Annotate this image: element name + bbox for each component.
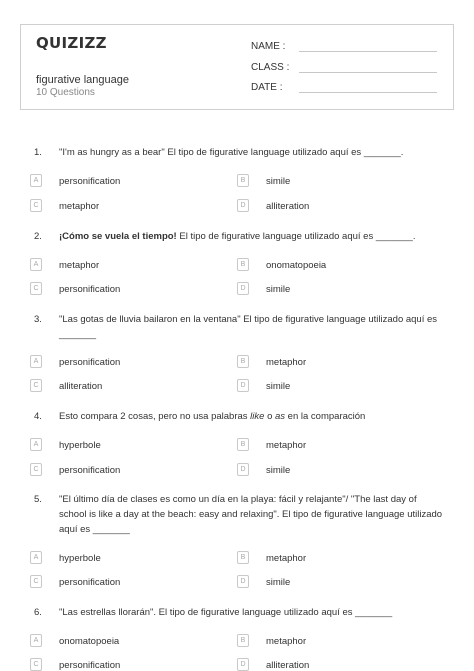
question-bold-lead: ¡Cómo se vuela el tiempo! [59, 231, 177, 242]
name-field [251, 41, 285, 52]
option-letter-box: C [30, 658, 42, 671]
quizizz-logo: QUIZIZZ [36, 34, 107, 52]
question-number: 2. [34, 231, 42, 242]
question-text: "I'm as hungry as a bear" El tipo de figurative language utilizado aquí es _______. [59, 147, 404, 158]
option-label: metaphor [59, 260, 100, 271]
option-letter-box: D [237, 282, 249, 295]
option-label: alliteration [266, 201, 310, 212]
class-field [251, 62, 289, 73]
option-label: simile [266, 465, 291, 476]
option-letter-box: B [237, 551, 249, 564]
worksheet-header [20, 24, 454, 110]
worksheet-title: figurative language [36, 74, 129, 86]
option-label: personification [59, 284, 121, 295]
class-label: CLASS : [251, 62, 290, 73]
question-text: "Las gotas de lluvia bailaron en la ventana" El tipo de figurative language utilizado aquí es _______ [59, 314, 438, 340]
option-letter-box: D [237, 379, 249, 392]
option-letter-box: C [30, 575, 42, 588]
question-text-part: Esto compara 2 cosas, pero no usa palabras [59, 411, 251, 422]
question-number: 5. [34, 494, 42, 505]
option-letter-box: C [30, 199, 42, 212]
option-letter-box: B [237, 438, 249, 451]
name-label: NAME : [251, 41, 286, 52]
option-label: alliteration [266, 660, 310, 671]
question-text [59, 409, 443, 424]
date-field [251, 82, 282, 93]
option-label: simile [266, 284, 291, 295]
question-text-rest: El tipo de figurative language utilizado aquí es _______. [176, 231, 416, 242]
option-letter-box: D [237, 199, 249, 212]
option-label: simile [266, 381, 291, 392]
option-label: simile [266, 577, 291, 588]
option-label: metaphor [266, 636, 307, 647]
option-letter-box: A [30, 355, 42, 368]
option-label: personification [59, 176, 121, 187]
option-letter-box: A [30, 174, 42, 187]
option-letter-box: D [237, 575, 249, 588]
option-letter-box: D [237, 463, 249, 476]
option-label: onomatopoeia [59, 636, 120, 647]
option-label: metaphor [266, 553, 307, 564]
question-text: "Las estrellas llorarán". El tipo de figurative language utilizado aquí es _______ [59, 607, 393, 618]
question-number: 3. [34, 314, 42, 325]
option-letter-box: B [237, 174, 249, 187]
question-number: 6. [34, 607, 42, 618]
option-label: metaphor [266, 440, 307, 451]
question-text: "El último día de clases es como un día en la playa: fácil y relajante"/ "The last day of school is like a day at the beach: easy and relaxing". El tipo de figurative language utilizado aquí es _______ [59, 494, 443, 535]
option-label: personification [59, 660, 121, 671]
option-label: metaphor [59, 201, 100, 212]
option-label: personification [59, 465, 121, 476]
option-label: personification [59, 357, 121, 368]
question-italic-word: like [250, 411, 265, 422]
question-italic-word: as [275, 411, 286, 422]
option-label: personification [59, 577, 121, 588]
option-label: hyperbole [59, 553, 101, 564]
option-letter-box: A [30, 634, 42, 647]
option-label: alliteration [59, 381, 103, 392]
option-letter-box: B [237, 355, 249, 368]
class-line [299, 72, 437, 73]
question-number: 1. [34, 147, 42, 158]
option-label: simile [266, 176, 291, 187]
option-letter-box: B [237, 258, 249, 271]
date-line [299, 92, 437, 93]
option-letter-box: B [237, 634, 249, 647]
question-count: 10 Questions [36, 87, 95, 98]
option-letter-box: A [30, 258, 42, 271]
question-text-part: o [264, 411, 275, 422]
option-label: onomatopoeia [266, 260, 327, 271]
option-letter-box: C [30, 463, 42, 476]
option-letter-box: D [237, 658, 249, 671]
question-text [59, 229, 443, 244]
option-label: hyperbole [59, 440, 101, 451]
option-label: metaphor [266, 357, 307, 368]
option-letter-box: C [30, 282, 42, 295]
date-label: DATE : [251, 82, 283, 93]
option-letter-box: A [30, 551, 42, 564]
question-number: 4. [34, 411, 42, 422]
option-letter-box: C [30, 379, 42, 392]
question-text-part: en la comparación [285, 411, 366, 422]
option-letter-box: A [30, 438, 42, 451]
name-line [299, 51, 437, 52]
